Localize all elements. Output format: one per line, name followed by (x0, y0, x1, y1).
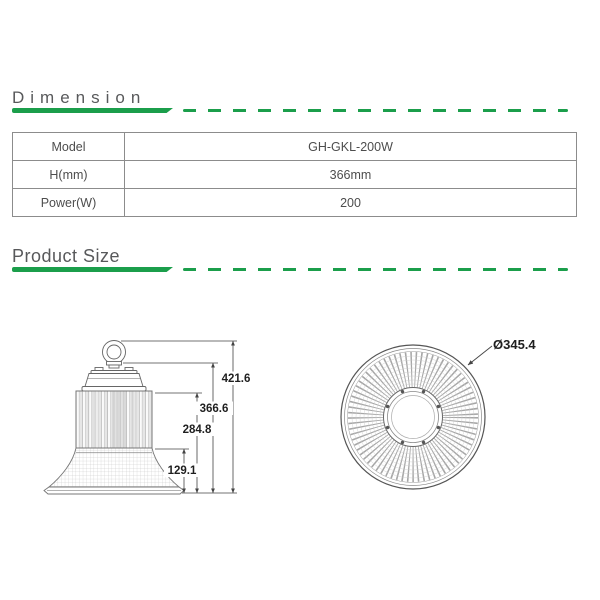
product-size-green-underline (12, 267, 572, 273)
technical-drawings (0, 320, 600, 560)
dimension-labels (164, 372, 255, 478)
top-view-drawing (341, 337, 536, 489)
diameter-callout (468, 337, 536, 365)
hook-ring (103, 341, 126, 369)
table-row (13, 189, 577, 217)
underline-solid-bar (12, 108, 173, 113)
mounting-cap (82, 368, 146, 392)
underline-solid-bar (12, 267, 173, 272)
center-ring (384, 388, 443, 447)
dimension-label-total-height: 421.6 (221, 373, 251, 385)
diameter-label: Ø345.4 (493, 337, 536, 352)
table-row (13, 133, 577, 161)
dimension-section-title: Dimension (12, 88, 147, 107)
table-row (13, 161, 577, 189)
spec-value-height: 366mm (125, 161, 577, 189)
underline-dashed-line (183, 109, 568, 112)
side-view-drawing (44, 341, 255, 495)
spec-table (12, 132, 577, 217)
spec-label-height: H(mm) (13, 161, 125, 189)
underline-dashed-line (183, 268, 568, 271)
dimension-label-heatsink-height: 284.8 (182, 424, 212, 436)
product-size-section-title: Product Size (12, 246, 121, 266)
spec-value-power: 200 (125, 189, 577, 217)
reflector-cone (44, 448, 184, 494)
leader-arrow (468, 346, 492, 365)
heat-sink (76, 391, 152, 448)
dimension-green-underline (12, 108, 572, 114)
spec-label-model: Model (13, 133, 125, 161)
spec-value-model: GH-GKL-200W (125, 133, 577, 161)
spec-label-power: Power(W) (13, 189, 125, 217)
dimension-label-reflector-height: 129.1 (167, 465, 197, 477)
dimension-label-body-height: 366.6 (199, 403, 229, 415)
